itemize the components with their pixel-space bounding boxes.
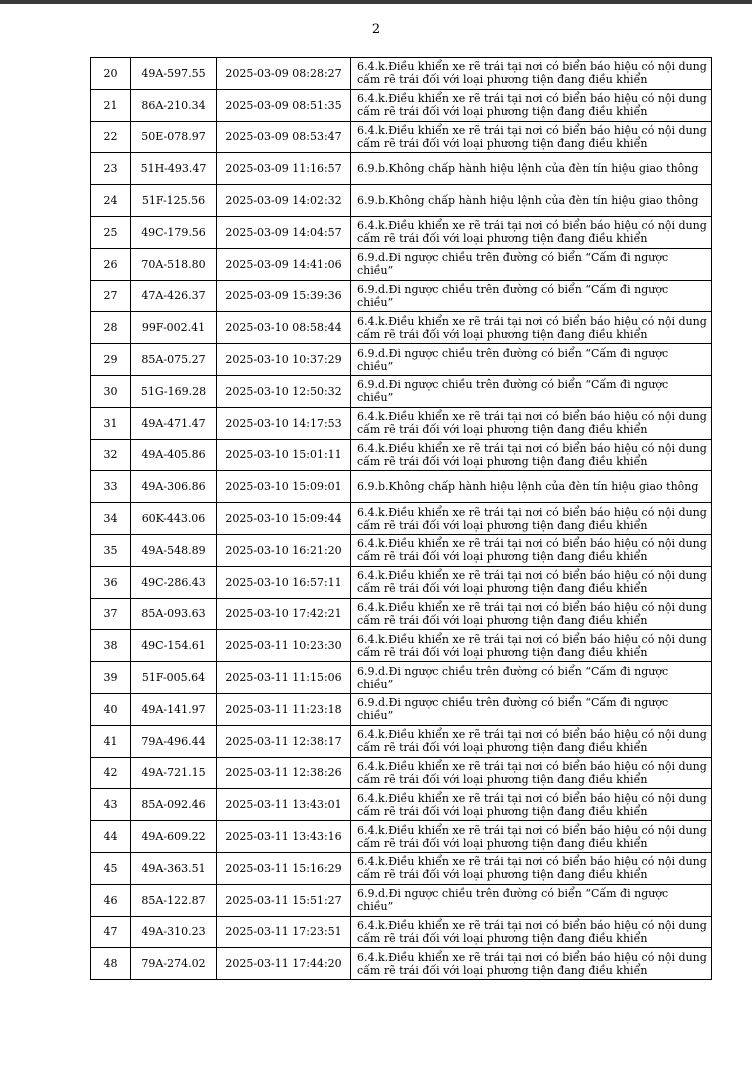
violation-time-cell: 2025-03-09 14:41:06 [217, 248, 351, 280]
violation-time-cell: 2025-03-11 10:23:30 [217, 630, 351, 662]
violation-time-cell: 2025-03-11 17:23:51 [217, 916, 351, 948]
table-row [91, 185, 712, 217]
violation-time-cell: 2025-03-09 14:02:32 [217, 185, 351, 217]
license-plate-cell: 79A-496.44 [131, 725, 217, 757]
table-row [91, 916, 712, 948]
violation-time-cell: 2025-03-10 14:17:53 [217, 407, 351, 439]
license-plate-cell: 49A-548.89 [131, 534, 217, 566]
license-plate-cell: 50E-078.97 [131, 121, 217, 153]
row-number-cell: 32 [91, 439, 131, 471]
violation-description-cell: 6.9.d.Đi ngược chiều trên đường có biển “Cấm đi ngược chiều” [351, 375, 712, 407]
violation-description-cell: 6.4.k.Điều khiển xe rẽ trái tại nơi có biển báo hiệu có nội dung cấm rẽ trái đối với loại phương tiện đang điều khiển [351, 534, 712, 566]
violation-description-cell: 6.4.k.Điều khiển xe rẽ trái tại nơi có biển báo hiệu có nội dung cấm rẽ trái đối với loại phương tiện đang điều khiển [351, 407, 712, 439]
license-plate-cell: 47A-426.37 [131, 280, 217, 312]
table-row [91, 439, 712, 471]
violation-time-cell: 2025-03-09 15:39:36 [217, 280, 351, 312]
violation-time-cell: 2025-03-11 15:16:29 [217, 852, 351, 884]
license-plate-cell: 49A-310.23 [131, 916, 217, 948]
violation-description-cell: 6.4.k.Điều khiển xe rẽ trái tại nơi có biển báo hiệu có nội dung cấm rẽ trái đối với loại phương tiện đang điều khiển [351, 630, 712, 662]
violation-description-cell: 6.4.k.Điều khiển xe rẽ trái tại nơi có biển báo hiệu có nội dung cấm rẽ trái đối với loại phương tiện đang điều khiển [351, 121, 712, 153]
row-number-cell: 46 [91, 884, 131, 916]
table-row [91, 89, 712, 121]
violation-description-cell: 6.4.k.Điều khiển xe rẽ trái tại nơi có biển báo hiệu có nội dung cấm rẽ trái đối với loại phương tiện đang điều khiển [351, 216, 712, 248]
row-number-cell: 21 [91, 89, 131, 121]
row-number-cell: 44 [91, 821, 131, 853]
violation-time-cell: 2025-03-10 15:09:44 [217, 503, 351, 535]
violation-time-cell: 2025-03-11 13:43:16 [217, 821, 351, 853]
violation-description-cell: 6.4.k.Điều khiển xe rẽ trái tại nơi có biển báo hiệu có nội dung cấm rẽ trái đối với loại phương tiện đang điều khiển [351, 852, 712, 884]
violation-time-cell: 2025-03-11 12:38:17 [217, 725, 351, 757]
table-row [91, 948, 712, 980]
violation-description-cell: 6.9.d.Đi ngược chiều trên đường có biển “Cấm đi ngược chiều” [351, 662, 712, 694]
table-row [91, 280, 712, 312]
violation-description-cell: 6.4.k.Điều khiển xe rẽ trái tại nơi có biển báo hiệu có nội dung cấm rẽ trái đối với loại phương tiện đang điều khiển [351, 503, 712, 535]
row-number-cell: 23 [91, 153, 131, 185]
license-plate-cell: 85A-093.63 [131, 598, 217, 630]
row-number-cell: 41 [91, 725, 131, 757]
violation-time-cell: 2025-03-10 16:21:20 [217, 534, 351, 566]
violation-description-cell: 6.4.k.Điều khiển xe rẽ trái tại nơi có biển báo hiệu có nội dung cấm rẽ trái đối với loại phương tiện đang điều khiển [351, 312, 712, 344]
violation-description-cell: 6.9.d.Đi ngược chiều trên đường có biển “Cấm đi ngược chiều” [351, 248, 712, 280]
row-number-cell: 25 [91, 216, 131, 248]
license-plate-cell: 49A-405.86 [131, 439, 217, 471]
violation-time-cell: 2025-03-10 12:50:32 [217, 375, 351, 407]
row-number-cell: 26 [91, 248, 131, 280]
violation-time-cell: 2025-03-09 08:53:47 [217, 121, 351, 153]
violation-description-cell: 6.4.k.Điều khiển xe rẽ trái tại nơi có biển báo hiệu có nội dung cấm rẽ trái đối với loại phương tiện đang điều khiển [351, 89, 712, 121]
table-row [91, 693, 712, 725]
license-plate-cell: 51F-125.56 [131, 185, 217, 217]
license-plate-cell: 49A-141.97 [131, 693, 217, 725]
violation-description-cell: 6.4.k.Điều khiển xe rẽ trái tại nơi có biển báo hiệu có nội dung cấm rẽ trái đối với loại phương tiện đang điều khiển [351, 439, 712, 471]
row-number-cell: 27 [91, 280, 131, 312]
viewer-top-bar [0, 0, 752, 4]
violation-time-cell: 2025-03-09 08:28:27 [217, 58, 351, 90]
violation-time-cell: 2025-03-11 17:44:20 [217, 948, 351, 980]
row-number-cell: 33 [91, 471, 131, 503]
violations-table [90, 57, 712, 980]
license-plate-cell: 49A-471.47 [131, 407, 217, 439]
violation-time-cell: 2025-03-10 15:09:01 [217, 471, 351, 503]
table-row [91, 248, 712, 280]
violation-description-cell: 6.9.b.Không chấp hành hiệu lệnh của đèn tín hiệu giao thông [351, 471, 712, 503]
violation-description-cell: 6.4.k.Điều khiển xe rẽ trái tại nơi có biển báo hiệu có nội dung cấm rẽ trái đối với loại phương tiện đang điều khiển [351, 948, 712, 980]
license-plate-cell: 85A-075.27 [131, 344, 217, 376]
table-row [91, 121, 712, 153]
row-number-cell: 39 [91, 662, 131, 694]
row-number-cell: 36 [91, 566, 131, 598]
violation-description-cell: 6.4.k.Điều khiển xe rẽ trái tại nơi có biển báo hiệu có nội dung cấm rẽ trái đối với loại phương tiện đang điều khiển [351, 566, 712, 598]
row-number-cell: 34 [91, 503, 131, 535]
row-number-cell: 42 [91, 757, 131, 789]
violation-description-cell: 6.4.k.Điều khiển xe rẽ trái tại nơi có biển báo hiệu có nội dung cấm rẽ trái đối với loại phương tiện đang điều khiển [351, 757, 712, 789]
violation-description-cell: 6.9.d.Đi ngược chiều trên đường có biển “Cấm đi ngược chiều” [351, 884, 712, 916]
violation-time-cell: 2025-03-09 11:16:57 [217, 153, 351, 185]
license-plate-cell: 49A-609.22 [131, 821, 217, 853]
table-row [91, 852, 712, 884]
violation-description-cell: 6.9.d.Đi ngược chiều trên đường có biển “Cấm đi ngược chiều” [351, 693, 712, 725]
violation-time-cell: 2025-03-11 15:51:27 [217, 884, 351, 916]
violation-time-cell: 2025-03-10 15:01:11 [217, 439, 351, 471]
table-row [91, 344, 712, 376]
row-number-cell: 20 [91, 58, 131, 90]
row-number-cell: 48 [91, 948, 131, 980]
table-row [91, 534, 712, 566]
violation-time-cell: 2025-03-11 12:38:26 [217, 757, 351, 789]
table-row [91, 471, 712, 503]
table-row [91, 662, 712, 694]
license-plate-cell: 51G-169.28 [131, 375, 217, 407]
table-row [91, 789, 712, 821]
license-plate-cell: 49A-306.86 [131, 471, 217, 503]
row-number-cell: 40 [91, 693, 131, 725]
license-plate-cell: 49C-286.43 [131, 566, 217, 598]
license-plate-cell: 49A-363.51 [131, 852, 217, 884]
violation-time-cell: 2025-03-10 10:37:29 [217, 344, 351, 376]
license-plate-cell: 85A-122.87 [131, 884, 217, 916]
row-number-cell: 35 [91, 534, 131, 566]
table-row [91, 884, 712, 916]
table-row [91, 312, 712, 344]
row-number-cell: 31 [91, 407, 131, 439]
table-row [91, 216, 712, 248]
row-number-cell: 28 [91, 312, 131, 344]
violation-time-cell: 2025-03-10 16:57:11 [217, 566, 351, 598]
license-plate-cell: 49C-179.56 [131, 216, 217, 248]
license-plate-cell: 99F-002.41 [131, 312, 217, 344]
license-plate-cell: 60K-443.06 [131, 503, 217, 535]
table-row [91, 757, 712, 789]
row-number-cell: 47 [91, 916, 131, 948]
table-row [91, 630, 712, 662]
violation-time-cell: 2025-03-11 11:15:06 [217, 662, 351, 694]
violation-description-cell: 6.4.k.Điều khiển xe rẽ trái tại nơi có biển báo hiệu có nội dung cấm rẽ trái đối với loại phương tiện đang điều khiển [351, 58, 712, 90]
violation-description-cell: 6.4.k.Điều khiển xe rẽ trái tại nơi có biển báo hiệu có nội dung cấm rẽ trái đối với loại phương tiện đang điều khiển [351, 598, 712, 630]
row-number-cell: 22 [91, 121, 131, 153]
license-plate-cell: 49A-721.15 [131, 757, 217, 789]
license-plate-cell: 51F-005.64 [131, 662, 217, 694]
violation-description-cell: 6.9.d.Đi ngược chiều trên đường có biển “Cấm đi ngược chiều” [351, 344, 712, 376]
license-plate-cell: 49A-597.55 [131, 58, 217, 90]
violation-description-cell: 6.4.k.Điều khiển xe rẽ trái tại nơi có biển báo hiệu có nội dung cấm rẽ trái đối với loại phương tiện đang điều khiển [351, 916, 712, 948]
license-plate-cell: 85A-092.46 [131, 789, 217, 821]
violation-time-cell: 2025-03-11 13:43:01 [217, 789, 351, 821]
license-plate-cell: 86A-210.34 [131, 89, 217, 121]
table-row [91, 598, 712, 630]
table-row [91, 153, 712, 185]
row-number-cell: 37 [91, 598, 131, 630]
row-number-cell: 29 [91, 344, 131, 376]
row-number-cell: 45 [91, 852, 131, 884]
violation-time-cell: 2025-03-10 17:42:21 [217, 598, 351, 630]
table-row [91, 503, 712, 535]
violation-time-cell: 2025-03-09 08:51:35 [217, 89, 351, 121]
violations-table-body [91, 58, 712, 980]
license-plate-cell: 49C-154.61 [131, 630, 217, 662]
violation-time-cell: 2025-03-09 14:04:57 [217, 216, 351, 248]
row-number-cell: 24 [91, 185, 131, 217]
violation-description-cell: 6.9.b.Không chấp hành hiệu lệnh của đèn tín hiệu giao thông [351, 185, 712, 217]
table-row [91, 375, 712, 407]
violation-description-cell: 6.9.d.Đi ngược chiều trên đường có biển “Cấm đi ngược chiều” [351, 280, 712, 312]
violation-description-cell: 6.4.k.Điều khiển xe rẽ trái tại nơi có biển báo hiệu có nội dung cấm rẽ trái đối với loại phương tiện đang điều khiển [351, 725, 712, 757]
table-row [91, 566, 712, 598]
license-plate-cell: 51H-493.47 [131, 153, 217, 185]
violation-time-cell: 2025-03-10 08:58:44 [217, 312, 351, 344]
license-plate-cell: 70A-518.80 [131, 248, 217, 280]
violation-description-cell: 6.9.b.Không chấp hành hiệu lệnh của đèn tín hiệu giao thông [351, 153, 712, 185]
table-row [91, 821, 712, 853]
violation-time-cell: 2025-03-11 11:23:18 [217, 693, 351, 725]
violation-description-cell: 6.4.k.Điều khiển xe rẽ trái tại nơi có biển báo hiệu có nội dung cấm rẽ trái đối với loại phương tiện đang điều khiển [351, 821, 712, 853]
row-number-cell: 38 [91, 630, 131, 662]
row-number-cell: 30 [91, 375, 131, 407]
license-plate-cell: 79A-274.02 [131, 948, 217, 980]
violation-description-cell: 6.4.k.Điều khiển xe rẽ trái tại nơi có biển báo hiệu có nội dung cấm rẽ trái đối với loại phương tiện đang điều khiển [351, 789, 712, 821]
table-row [91, 725, 712, 757]
row-number-cell: 43 [91, 789, 131, 821]
table-row [91, 407, 712, 439]
page-number: 2 [371, 22, 381, 37]
table-row [91, 58, 712, 90]
